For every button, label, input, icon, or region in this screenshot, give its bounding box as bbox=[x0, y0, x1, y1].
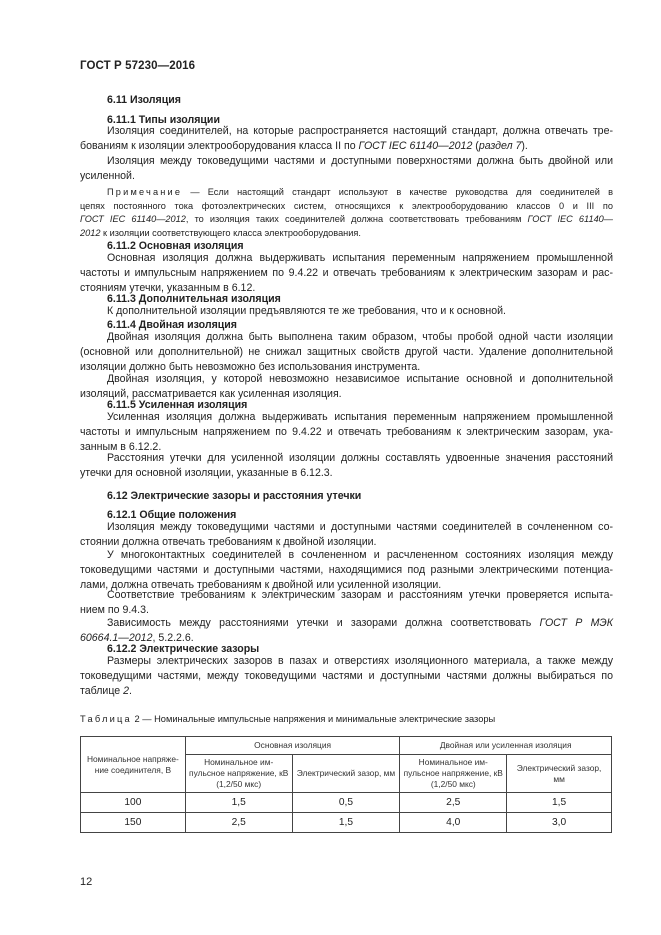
table-cell: 1,5 bbox=[185, 793, 292, 813]
table-row bbox=[81, 813, 612, 833]
paragraph-6-12-1-a: Изоляция между токоведущими частями и доступными частями соединителей в сочлененном со- стоянии должна отвечать требованиям к двойной изоляции. bbox=[80, 521, 613, 548]
page-number: 12 bbox=[80, 876, 93, 888]
subsection-6-12-1-title: 6.12.1 Общие положения bbox=[107, 509, 237, 521]
table-cell: 2,5 bbox=[185, 813, 292, 833]
table-cell: 3,0 bbox=[507, 813, 612, 833]
table-cell: 1,5 bbox=[507, 793, 612, 813]
paragraph-6-12-2: Размеры электрических зазоров в пазах и отверстиях изоляционного материала, а также между токоведущими частями, между токоведущими частями и доступными частями должны выбираться по таблице 2. bbox=[80, 655, 613, 697]
paragraph-6-11-4-a: Двойная изоляция должна быть выполнена таким образом, чтобы пробой одной части изоляции (основной или дополнительной) не снижал защитных свойств другой части. Удаление дополнительной изоляции должно быть невозможно без использования инструмента. bbox=[80, 331, 613, 373]
document-header: ГОСТ Р 57230—2016 bbox=[80, 60, 196, 72]
table-subheader-clearance-basic: Электрический зазор, мм bbox=[292, 755, 400, 793]
paragraph-6-11-2: Основная изоляция должна выдерживать испытания переменным напряжением промышленной частоты и импульсным напряжением по 9.4.22 и отвечать требованиям к электрическим зазорам и рас- стояниям утечки, указанным в 6.12. bbox=[80, 252, 613, 294]
table-subheader-clearance-double: Электрический зазор, мм bbox=[507, 755, 612, 793]
table-cell: 1,5 bbox=[292, 813, 400, 833]
subsection-6-11-2-title: 6.11.2 Основная изоляция bbox=[107, 240, 244, 252]
table-cell: 100 bbox=[81, 793, 186, 813]
table-header-double-insulation: Двойная или усиленная изоляция bbox=[400, 737, 612, 755]
table-header-basic-insulation: Основная изоляция bbox=[185, 737, 400, 755]
section-6-12-title: 6.12 Электрические зазоры и расстояния утечки bbox=[107, 490, 362, 502]
note-6-11-1: Примечание — Если настоящий стандарт используют в качестве руководства для соединителей в цепях постоянного тока фотоэлектрических систем, относящихся к электрооборудованию классов 0 и III по ГОСТ IEC 61140—2012, то изоляция таких соединителей должна соответствовать требованиям ГОСТ IEC 61140— 2012 к изоляции соответствующего класса электрооборудования. bbox=[80, 187, 613, 238]
table-cell: 150 bbox=[81, 813, 186, 833]
subsection-6-12-2-title: 6.12.2 Электрические зазоры bbox=[107, 643, 260, 655]
table-cell: 4,0 bbox=[400, 813, 507, 833]
paragraph-6-12-1-c: Соответствие требованиям к электрическим зазорам и расстояниям утечки проверяется испыта- нием по 9.4.3. bbox=[80, 589, 613, 616]
table-cell: 0,5 bbox=[292, 793, 400, 813]
paragraph-6-11-1-b: Изоляция между токоведущими частями и доступными поверхностями должна быть двойной или усиленной. bbox=[80, 155, 613, 182]
table-subheader-impulse-voltage-double: Номинальное им-пульсное напряжение, кВ (1,2/50 мкс) bbox=[400, 755, 507, 793]
paragraph-6-12-1-d: Зависимость между расстояниями утечки и зазорами должна соответствовать ГОСТ Р МЭК 60664.1—2012, 5.2.2.6. bbox=[80, 617, 613, 644]
table-caption: Таблица 2 — Номинальные импульсные напряжения и минимальные электрические зазоры bbox=[80, 714, 496, 724]
subsection-6-11-1-title: 6.11.1 Типы изоляции bbox=[107, 114, 220, 126]
table-row bbox=[81, 793, 612, 813]
paragraph-6-11-5-b: Расстояния утечки для усиленной изоляции должны составлять удвоенные значения расстояний утечки для основной изоляции, указанные в 6.12.3. bbox=[80, 452, 613, 479]
subsection-6-11-4-title: 6.11.4 Двойная изоляция bbox=[107, 319, 237, 331]
table-subheader-impulse-voltage-basic: Номинальное им-пульсное напряжение, кВ (1,2/50 мкс) bbox=[185, 755, 292, 793]
table-header-rated-voltage: Номинальное напряже-ние соединителя, В bbox=[81, 737, 186, 793]
paragraph-6-11-3: К дополнительной изоляции предъявляются те же требования, что и к основной. bbox=[107, 305, 506, 317]
clearances-table bbox=[80, 736, 612, 833]
table-cell: 2,5 bbox=[400, 793, 507, 813]
paragraph-6-12-1-b: У многоконтактных соединителей в сочлененном и расчлененном состояниях изоляция между токоведущими частями и доступными частями, находящимися под разными электрическими потенциа- лами, должна отвечать требованиям к двойной или усиленной изоляции. bbox=[80, 549, 613, 591]
subsection-6-11-5-title: 6.11.5 Усиленная изоляция bbox=[107, 399, 248, 411]
paragraph-6-11-5-a: Усиленная изоляция должна выдерживать испытания переменным напряжением промышленной частоты и импульсным напряжением по 9.4.22 и отвечать требованиям к электрическим зазорам, ука- занным в 6.12.2. bbox=[80, 411, 613, 453]
subsection-6-11-3-title: 6.11.3 Дополнительная изоляция bbox=[107, 293, 281, 305]
paragraph-6-11-1-a: Изоляция соединителей, на которые распространяется настоящий стандарт, должна отвечать тре- бованиям к изоляции электрооборудования класса II по ГОСТ IEC 61140—2012 (раздел 7). bbox=[80, 125, 613, 152]
paragraph-6-11-4-b: Двойная изоляция, у которой невозможно независимое испытание основной и дополнительной изоляций, рассматривается как усиленная изоляция. bbox=[80, 373, 613, 400]
section-6-11-title: 6.11 Изоляция bbox=[107, 94, 181, 106]
